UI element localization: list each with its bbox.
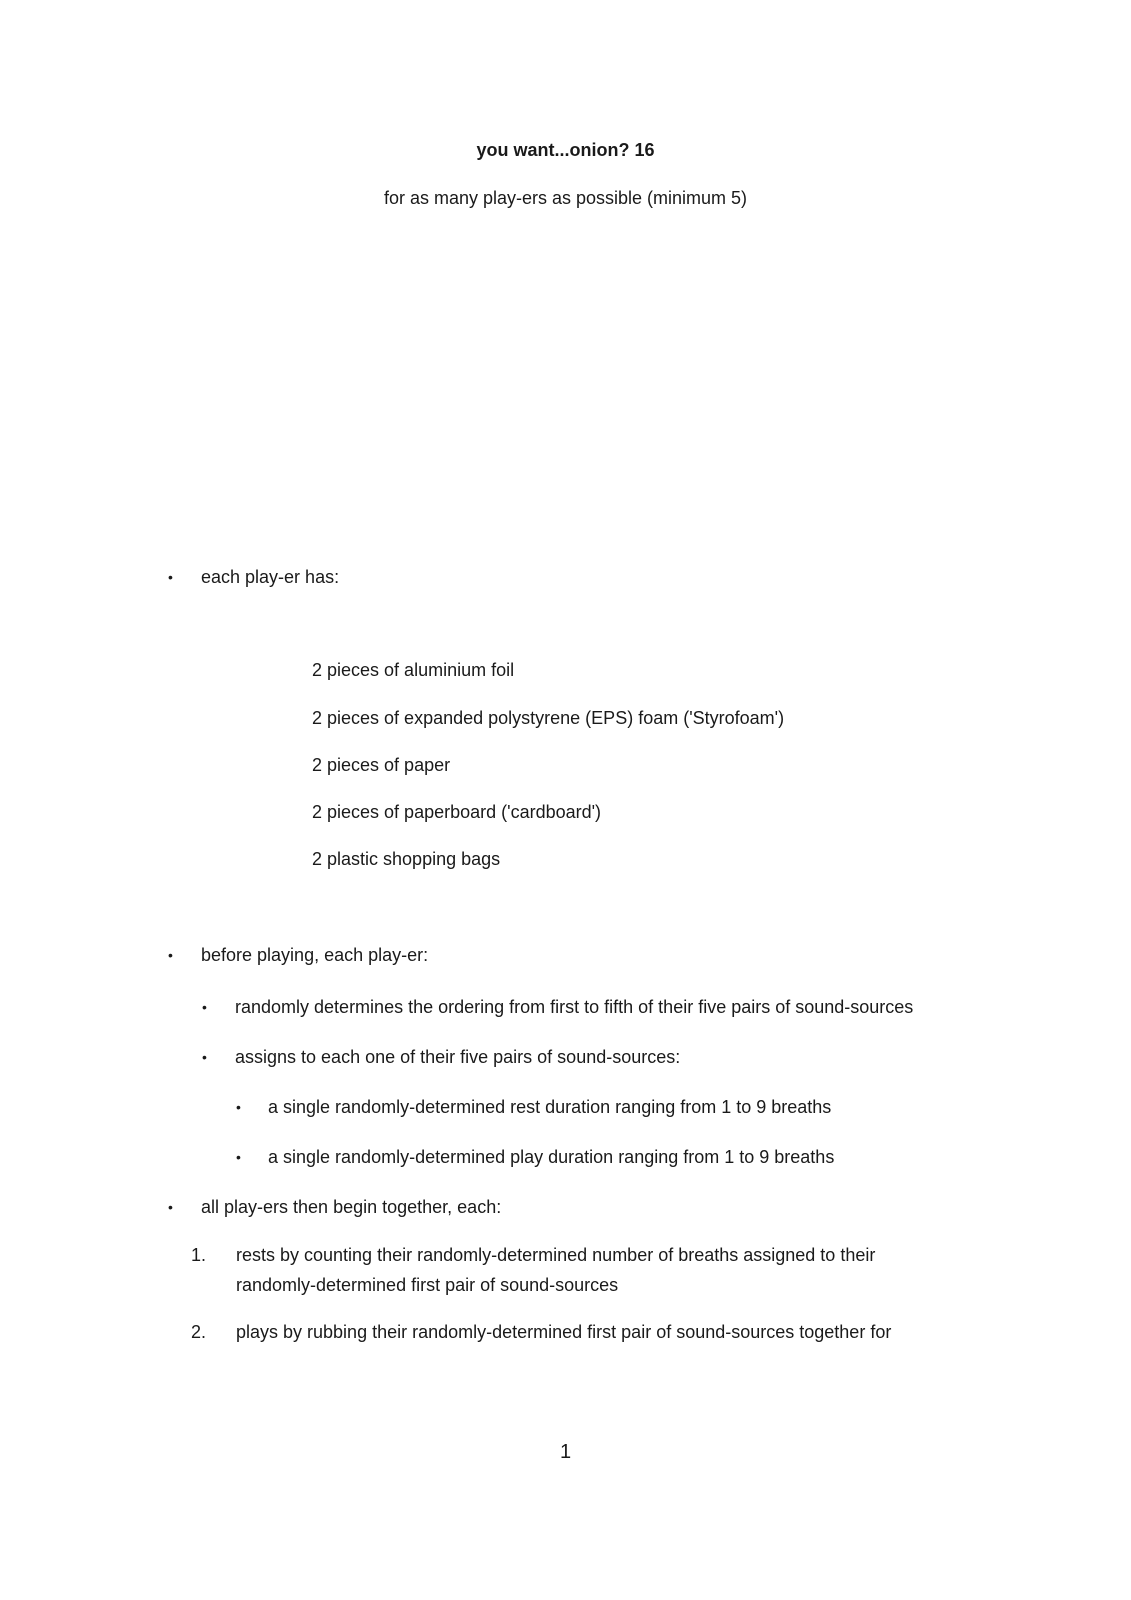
section2-nested-item: a single randomly-determined rest duration ranging from 1 to 9 breaths <box>268 1097 832 1117</box>
bullet-icon: • <box>236 1149 241 1165</box>
bullet-icon: • <box>202 1049 207 1065</box>
bullet-icon: • <box>236 1099 241 1115</box>
page-number: 1 <box>559 1441 572 1463</box>
list-item: 2 pieces of paperboard ('cardboard') <box>312 802 602 822</box>
bullet-icon: • <box>168 947 173 963</box>
list-item: 2 plastic shopping bags <box>312 849 501 869</box>
bullet-icon: • <box>168 569 173 585</box>
section2-nested-item: a single randomly-determined play duration ranging from 1 to 9 breaths <box>268 1147 835 1167</box>
section3-heading: all play-ers then begin together, each: <box>201 1197 502 1217</box>
list-item: 2 pieces of aluminium foil <box>312 660 515 680</box>
document-subtitle: for as many play-ers as possible (minimum 5) <box>383 188 748 208</box>
section2-subitem: assigns to each one of their five pairs of sound-sources: <box>235 1047 681 1067</box>
list-item: 2 pieces of paper <box>312 755 451 775</box>
list-item: 2 pieces of expanded polystyrene (EPS) foam ('Styrofoam') <box>312 708 785 728</box>
step-number: 2. <box>190 1322 206 1342</box>
step-text: rests by counting their randomly-determined number of breaths assigned to their <box>236 1245 876 1265</box>
section2-heading: before playing, each play-er: <box>201 945 429 965</box>
step-text: randomly-determined first pair of sound-sources <box>236 1275 619 1295</box>
document-title: you want...onion? 16 <box>476 140 655 160</box>
step-number: 1. <box>190 1245 206 1265</box>
bullet-icon: • <box>202 999 207 1015</box>
step-text: plays by rubbing their randomly-determined first pair of sound-sources together for <box>236 1322 892 1342</box>
bullet-icon: • <box>168 1199 173 1215</box>
section1-heading: each play-er has: <box>201 567 340 587</box>
section2-subitem: randomly determines the ordering from first to fifth of their five pairs of sound-sources <box>235 997 914 1017</box>
